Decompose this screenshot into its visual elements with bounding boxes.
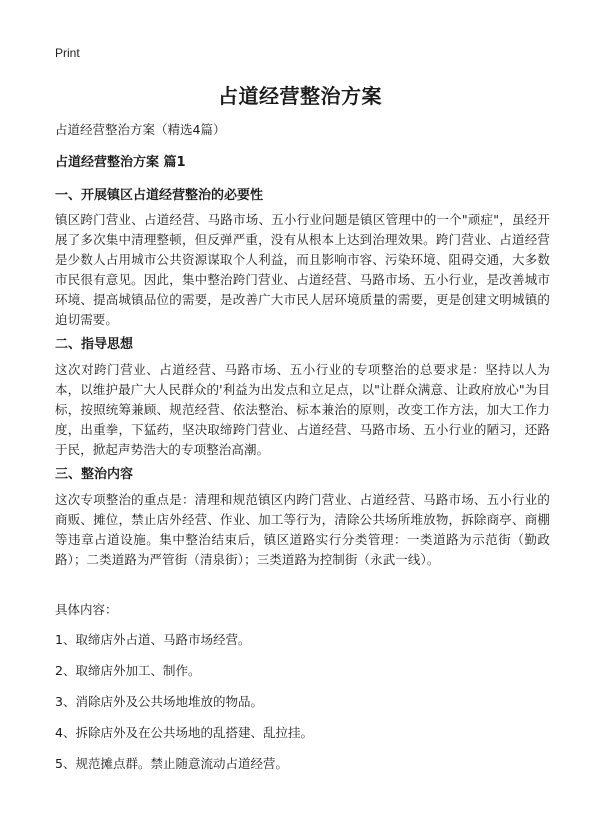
list-item: 5、规范摊点群。禁止随意流动占道经营。	[55, 756, 288, 771]
section-body-content: 这次专项整治的重点是：清理和规范镇区内跨门营业、占道经营、马路市场、五小行业的商贩、摊位，禁止店外经营、作业、加工等行为，清除公共场所堆放物，拆除商亭、商棚等违章占道设施。集中整治结束后，镇区道路实行分类管理：一类道路为示范街（勤政路）；二类道路为严管街（清泉街）；三类道路为控制街（永武一线）。	[55, 492, 550, 567]
document-subtitle: 占道经营整治方案（精选4篇）	[55, 122, 226, 137]
section-heading-necessity: 一、开展镇区占道经营整治的必要性	[55, 188, 264, 203]
section-heading-content: 三、整治内容	[55, 467, 134, 482]
article-heading: 占道经营整治方案 篇1	[55, 155, 186, 170]
list-item: 1、取缔店外占道、马路市场经营。	[55, 632, 251, 647]
list-item: 2、取缔店外加工、制作。	[55, 663, 201, 678]
section-heading-guiding-idea: 二、指导思想	[55, 337, 134, 352]
document-title: 占道经营整治方案	[218, 84, 382, 108]
detail-label: 具体内容：	[55, 602, 118, 617]
section-body-guiding-idea: 这次对跨门营业、占道经营、马路市场、五小行业的专项整治的总要求是：坚持以人为本，以维护最广大人民群众的'利益为出发点和立足点，以"让群众满意、让政府放心"为目标，按照统筹兼顾、规范经营、依法整治、标本兼治的原则，改变工作方法，加大工作力度，出重拳，下猛药，坚决取缔跨门营业、占道经营、马路市场、五小行业的陋习，还路于民，掀起声势浩大的专项整治高潮。	[55, 362, 550, 457]
print-label: Print	[55, 46, 80, 60]
section-body-necessity: 镇区跨门营业、占道经营、马路市场、五小行业问题是镇区管理中的一个"顽症"，虽经开展了多次集中清理整顿，但反弹严重，没有从根本上达到治理效果。跨门营业、占道经营是少数人占用城市公共资源谋取个人利益，而且影响市容、污染环境、阻碍交通，大多数市民很有意见。因此，集中整治跨门营业、占道经营、马路市场、五小行业，是改善城市环境、提高城镇品位的需要，是改善广大市民人居环境质量的需要，更是创建文明城镇的迫切需要。	[55, 212, 550, 327]
list-item: 4、拆除店外及在公共场地的乱搭建、乱拉挂。	[55, 725, 313, 740]
list-item: 3、消除店外及公共场地堆放的物品。	[55, 694, 263, 709]
